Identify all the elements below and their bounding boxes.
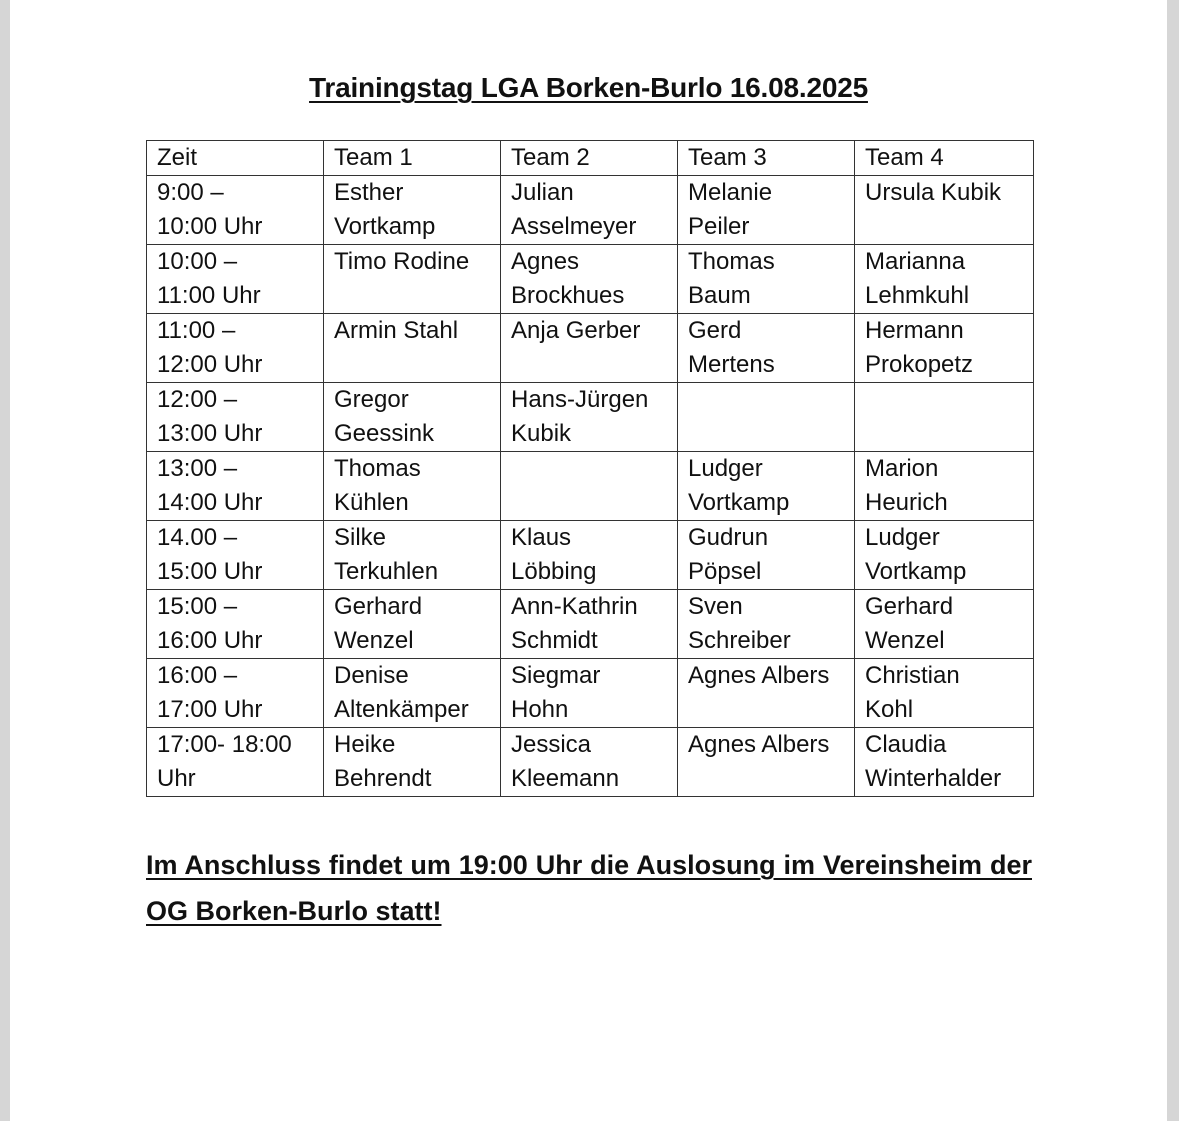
team-3-cell: Gerd Mertens xyxy=(678,314,855,383)
time-cell: 11:00 – 12:00 Uhr xyxy=(147,314,324,383)
footer-announcement: Im Anschluss findet um 19:00 Uhr die Auslosung im Vereinsheim der OG Borken-Burlo statt! xyxy=(146,850,1032,926)
table-row xyxy=(147,383,1034,452)
team-2-cell: Jessica Kleemann xyxy=(501,728,678,797)
time-cell: 12:00 – 13:00 Uhr xyxy=(147,383,324,452)
table-header-row xyxy=(147,141,1034,176)
team-3-cell: Agnes Albers xyxy=(678,659,855,728)
team-4-cell: Ludger Vortkamp xyxy=(855,521,1034,590)
team-3-cell: Sven Schreiber xyxy=(678,590,855,659)
team-3-cell: Agnes Albers xyxy=(678,728,855,797)
team-4-cell: Marianna Lehmkuhl xyxy=(855,245,1034,314)
team-4-cell xyxy=(855,383,1034,452)
table-row xyxy=(147,521,1034,590)
table-row xyxy=(147,176,1034,245)
header-team-1: Team 1 xyxy=(324,141,501,176)
team-4-cell: Hermann Prokopetz xyxy=(855,314,1034,383)
header-zeit: Zeit xyxy=(147,141,324,176)
team-2-cell: Hans-Jürgen Kubik xyxy=(501,383,678,452)
time-cell: 16:00 – 17:00 Uhr xyxy=(147,659,324,728)
team-1-cell: Esther Vortkamp xyxy=(324,176,501,245)
time-cell: 17:00- 18:00 Uhr xyxy=(147,728,324,797)
document-page xyxy=(10,0,1167,1121)
team-3-cell: Melanie Peiler xyxy=(678,176,855,245)
document-title: Trainingstag LGA Borken-Burlo 16.08.2025 xyxy=(309,72,868,103)
team-1-cell: Gregor Geessink xyxy=(324,383,501,452)
team-4-cell: Christian Kohl xyxy=(855,659,1034,728)
team-3-cell xyxy=(678,383,855,452)
team-1-cell: Armin Stahl xyxy=(324,314,501,383)
team-1-cell: Silke Terkuhlen xyxy=(324,521,501,590)
team-1-cell: Timo Rodine xyxy=(324,245,501,314)
team-4-cell: Claudia Winterhalder xyxy=(855,728,1034,797)
table-row xyxy=(147,245,1034,314)
team-4-cell: Gerhard Wenzel xyxy=(855,590,1034,659)
team-1-cell: Denise Altenkämper xyxy=(324,659,501,728)
team-3-cell: Thomas Baum xyxy=(678,245,855,314)
table-row xyxy=(147,728,1034,797)
team-1-cell: Gerhard Wenzel xyxy=(324,590,501,659)
time-cell: 10:00 – 11:00 Uhr xyxy=(147,245,324,314)
team-2-cell: Klaus Löbbing xyxy=(501,521,678,590)
team-2-cell: Ann-Kathrin Schmidt xyxy=(501,590,678,659)
team-2-cell: Julian Asselmeyer xyxy=(501,176,678,245)
time-cell: 15:00 – 16:00 Uhr xyxy=(147,590,324,659)
team-1-cell: Heike Behrendt xyxy=(324,728,501,797)
team-1-cell: Thomas Kühlen xyxy=(324,452,501,521)
header-team-3: Team 3 xyxy=(678,141,855,176)
team-2-cell: Anja Gerber xyxy=(501,314,678,383)
time-cell: 13:00 – 14:00 Uhr xyxy=(147,452,324,521)
table-row xyxy=(147,314,1034,383)
team-2-cell xyxy=(501,452,678,521)
table-row xyxy=(147,452,1034,521)
team-2-cell: Siegmar Hohn xyxy=(501,659,678,728)
time-cell: 14.00 – 15:00 Uhr xyxy=(147,521,324,590)
schedule-table xyxy=(146,140,1034,797)
header-team-4: Team 4 xyxy=(855,141,1034,176)
table-row xyxy=(147,659,1034,728)
team-3-cell: Ludger Vortkamp xyxy=(678,452,855,521)
team-3-cell: Gudrun Pöpsel xyxy=(678,521,855,590)
table-row xyxy=(147,590,1034,659)
team-4-cell: Ursula Kubik xyxy=(855,176,1034,245)
header-team-2: Team 2 xyxy=(501,141,678,176)
team-4-cell: Marion Heurich xyxy=(855,452,1034,521)
time-cell: 9:00 – 10:00 Uhr xyxy=(147,176,324,245)
team-2-cell: Agnes Brockhues xyxy=(501,245,678,314)
